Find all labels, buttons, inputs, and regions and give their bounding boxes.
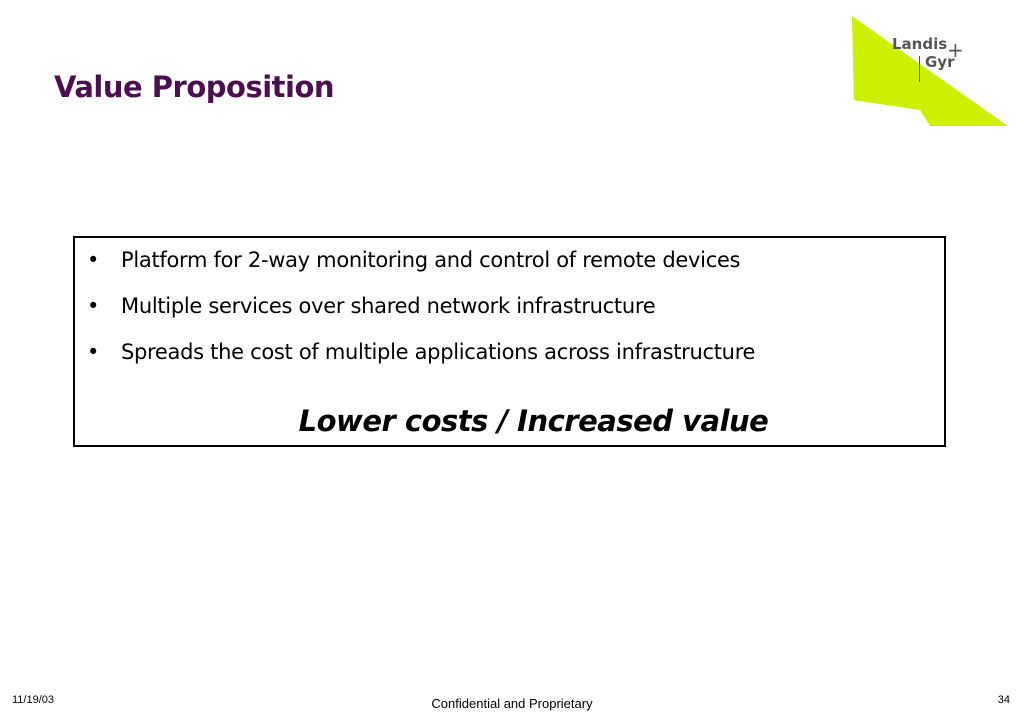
bullet-list: [87, 246, 934, 384]
slide-title: Value Proposition: [54, 70, 335, 104]
logo-plus-mark: +: [947, 38, 964, 62]
bullet-text: Multiple services over shared network infrastructure: [121, 294, 656, 318]
bullet-item: [87, 292, 934, 321]
bullet-text: Platform for 2-way monitoring and control of remote devices: [121, 248, 741, 272]
logo-divider: [919, 56, 920, 82]
logo-word-landis: Landis: [892, 35, 948, 53]
value-proposition-box: [73, 236, 946, 447]
bullet-item: [87, 338, 934, 367]
bullet-dot: •: [87, 340, 100, 364]
landis-gyr-logo: [852, 14, 1010, 128]
bullet-dot: •: [87, 248, 100, 272]
bullet-dot: •: [87, 294, 100, 318]
footer-page-number: 34: [997, 694, 1010, 706]
bullet-item: [87, 246, 934, 275]
bullet-text: Spreads the cost of multiple applications across infrastructure: [121, 340, 756, 364]
conclusion-statement: Lower costs / Increased value: [298, 404, 769, 438]
footer-confidential-label: Confidential and Proprietary: [431, 696, 593, 711]
logo-graphic: [852, 14, 1010, 128]
logo-word-gyr: Gyr: [925, 53, 955, 71]
footer-date: 11/19/03: [12, 694, 55, 706]
